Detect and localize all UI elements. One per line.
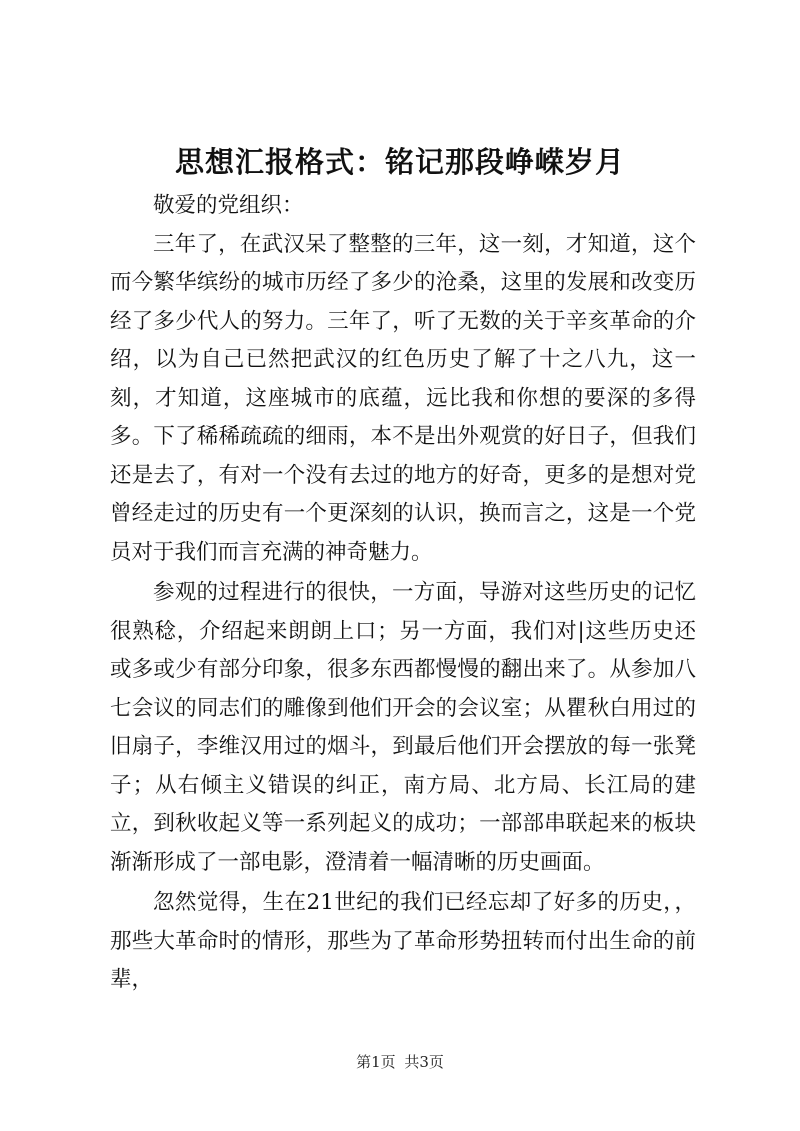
page-total: 共3页 <box>404 1053 444 1071</box>
document-body <box>110 187 696 1000</box>
page-footer <box>0 1052 800 1072</box>
page-number: 第1页 <box>356 1053 396 1071</box>
salutation: 敬爱的党组织： <box>153 193 304 218</box>
paragraph-3: 忽然觉得，生在21世纪的我们已经忘却了好多的历史，，那些大革命时的情形，那些为了革命形势扭转而付出生命的前辈， <box>110 890 696 992</box>
paragraph-2: 参观的过程进行的很快，一方面，导游对这些历史的记忆很熟稔，介绍起来朗朗上口；另一方面，我们对|这些历史还或多或少有部分印象，很多东西都慢慢的翻出来了。从参加八七会议的同志们的雕像到他们开会的会议室；从瞿秋白用过的旧扇子，李维汉用过的烟斗，到最后他们开会摆放的每一张凳子；从右倾主义错误的纠正，南方局、北方局、长江局的建立，到秋收起义等一系列起义的成功；一部部串联起来的板块渐渐形成了一部电影，澄清着一幅清晰的历史画面。 <box>110 580 696 875</box>
paragraph-1: 三年了，在武汉呆了整整的三年，这一刻，才知道，这个而今繁华缤纷的城市历经了多少的沧桑，这里的发展和改变历经了多少代人的努力。三年了，听了无数的关于辛亥革命的介绍，以为自己已然把武汉的红色历史了解了十之八九，这一刻，才知道，这座城市的底蕴，远比我和你想的要深的多得多。下了稀稀疏疏的细雨，本不是出外观赏的好日子，但我们还是去了，有对一个没有去过的地方的好奇，更多的是想对党曾经走过的历史有一个更深刻的认识，换而言之，这是一个党员对于我们而言充满的神奇魅力。 <box>110 231 696 565</box>
document-title: 思想汇报格式：铭记那段峥嵘岁月 <box>174 145 625 179</box>
